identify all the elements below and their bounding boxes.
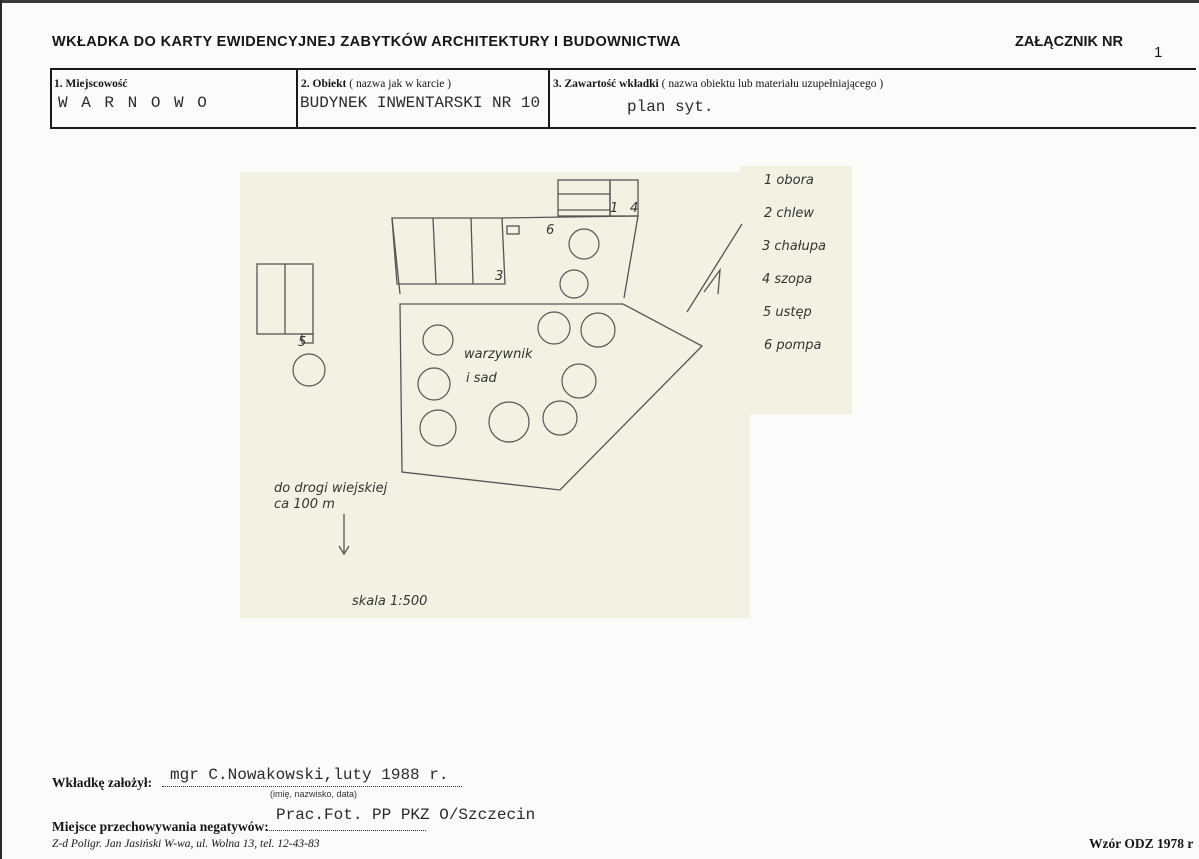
object-label-text: 2. Obiekt <box>301 78 347 90</box>
negatives-value: Prac.Fot. PP PKZ O/Szczecin <box>276 806 536 824</box>
legend-item-cottage: 3 chałupa <box>762 239 826 254</box>
table-divider-1 <box>296 68 298 128</box>
marker-5: 5 <box>298 335 307 350</box>
site-plan-drawing <box>240 166 852 618</box>
legend-item-shed: 4 szopa <box>762 272 813 287</box>
plan-paper-main <box>240 172 750 618</box>
marker-3: 3 <box>495 269 504 284</box>
created-by-value: mgr C.Nowakowski,luty 1988 r. <box>170 766 449 784</box>
card-title: WKŁADKA DO KARTY EWIDENCYJNEJ ZABYTKÓW ARCHITEKTURY I BUDOWNICTWA <box>52 34 681 50</box>
marker-6: 6 <box>546 223 555 238</box>
card-top-edge <box>2 0 1199 3</box>
table-bottom-rule <box>50 127 1196 129</box>
negatives-dotted-line <box>266 830 426 831</box>
created-by-label: Wkładkę założył: <box>52 775 153 790</box>
content-label-text: 3. Zawartość wkładki <box>553 78 659 90</box>
created-by-dotted-line <box>162 786 462 787</box>
locality-label <box>54 78 127 90</box>
legend-item-privy: 5 ustęp <box>763 305 812 320</box>
content-value: plan syt. <box>627 98 714 116</box>
object-label-note: ( nazwa jak w karcie ) <box>349 78 452 90</box>
object-value: BUDYNEK INWENTARSKI NR 10 <box>300 94 541 112</box>
garden-label-vegetable: warzywnik <box>464 347 533 362</box>
plan-scale: skala 1:500 <box>352 594 428 609</box>
legend-item-pigsty: 2 chlew <box>764 206 815 221</box>
negatives-label: Miejsce przechowywania negatywów: <box>52 819 269 834</box>
table-top-rule <box>50 68 1196 70</box>
site-plan <box>240 166 852 618</box>
marker-1: 1 <box>610 201 619 216</box>
printer-note: Z-d Poligr. Jan Jasiński W-wa, ul. Wolna 13, tel. 12-43-83 <box>52 838 320 850</box>
plan-paper-legend <box>740 166 852 414</box>
locality-value: W A R N O W O <box>58 94 209 112</box>
marker-4: 4 <box>630 201 639 216</box>
form-model: Wzór ODZ 1978 r <box>1089 836 1194 851</box>
table-divider-2 <box>548 68 550 128</box>
road-note-distance: ca 100 m <box>274 497 335 512</box>
content-label-note: ( nazwa obiektu lub materiału uzupełniającego ) <box>661 78 884 90</box>
locality-label-text: 1. Miejscowość <box>54 78 128 90</box>
content-label <box>553 78 883 90</box>
table-left-rule <box>50 68 52 128</box>
garden-label-orchard: i sad <box>466 371 497 386</box>
annex-label: ZAŁĄCZNIK NR <box>1015 34 1123 50</box>
legend-item-barn: 1 obora <box>764 173 814 188</box>
legend-item-pump: 6 pompa <box>764 338 822 353</box>
road-note-direction: do drogi wiejskiej <box>274 481 388 496</box>
object-label <box>301 78 451 90</box>
annex-number: 1 <box>1154 44 1163 61</box>
created-by-hint: (imię, nazwisko, data) <box>270 789 358 799</box>
